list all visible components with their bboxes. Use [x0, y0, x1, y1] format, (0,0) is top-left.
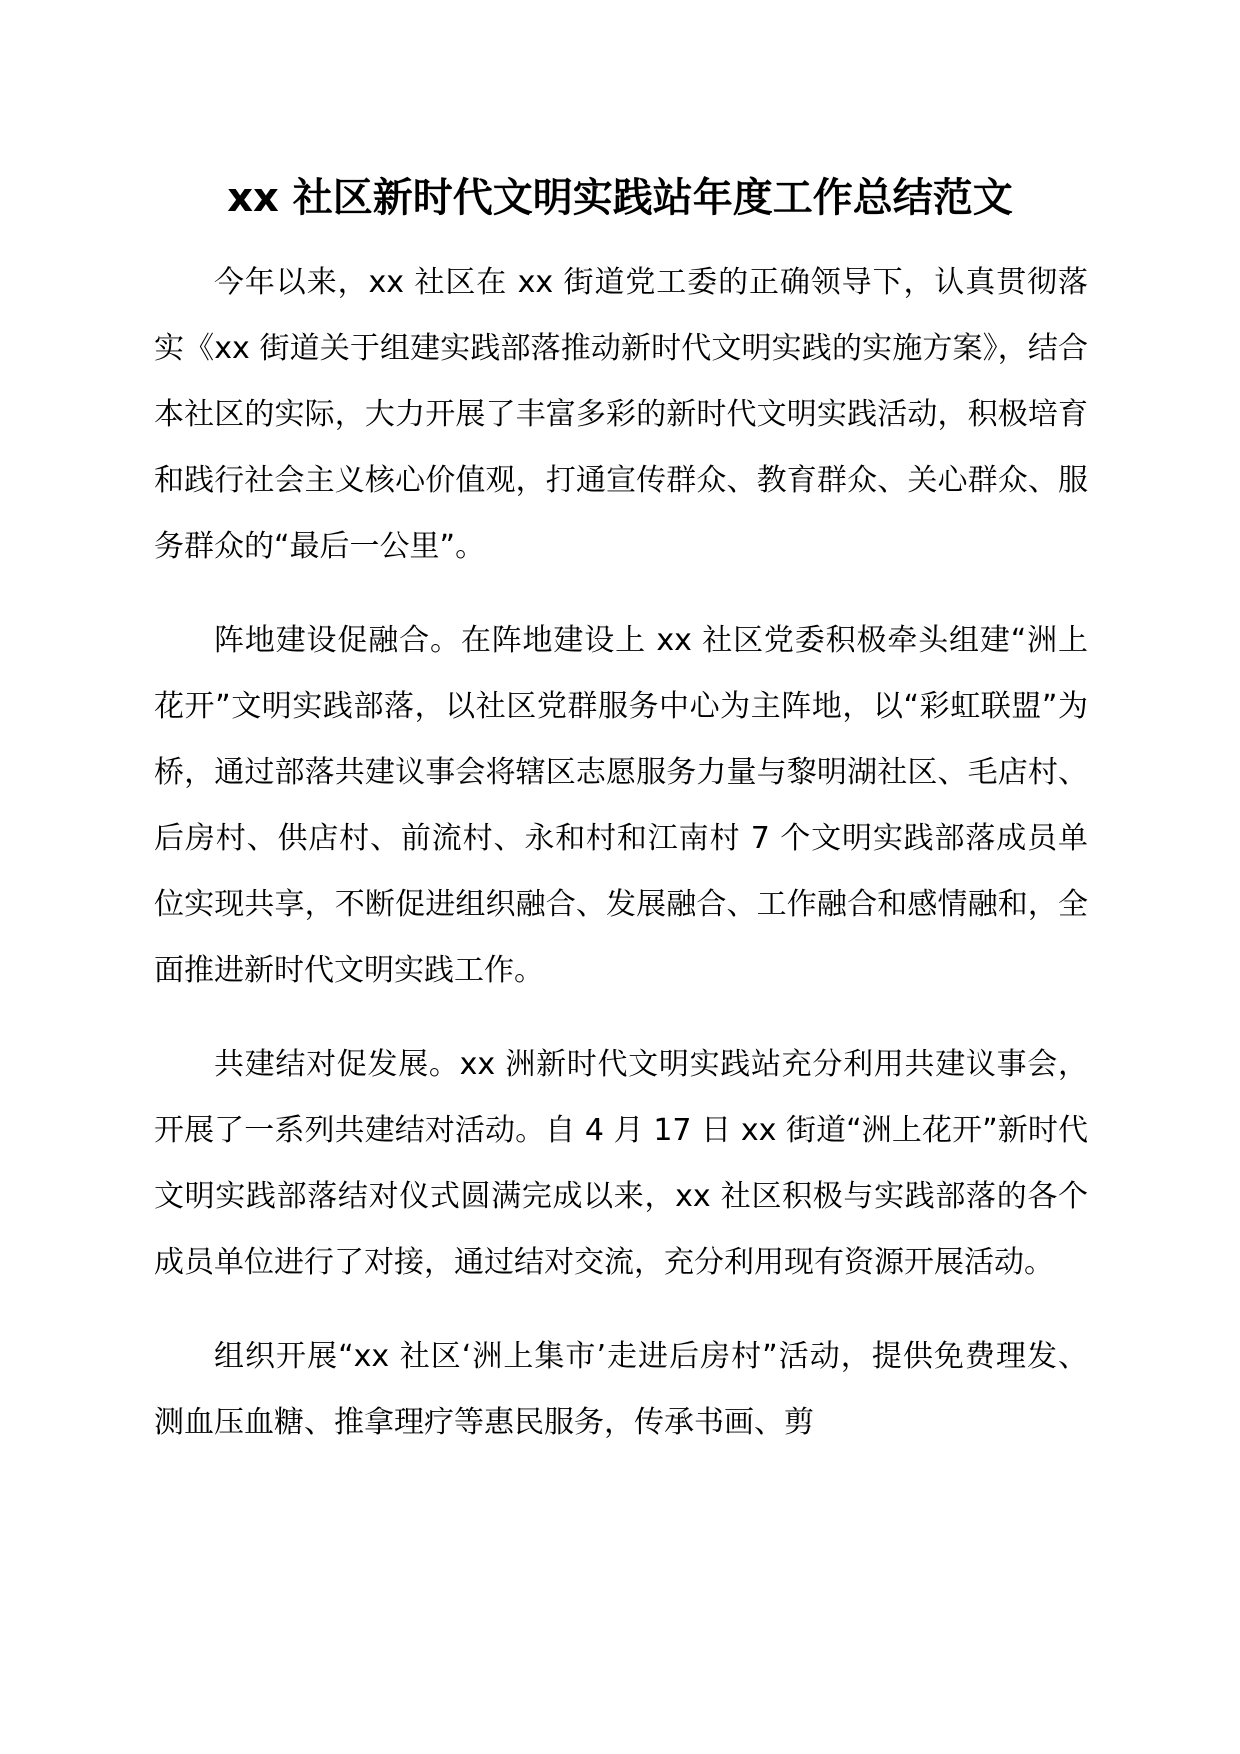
document-title: xx 社区新时代文明实践站年度工作总结范文	[227, 175, 1013, 221]
paragraph-co-building: 共建结对促发展。xx 洲新时代文明实践站充分利用共建议事会，开展了一系列共建结对活动。自 4 月 17 日 xx 街道“洲上花开”新时代文明实践部落结对仪式圆满完成以来，xx 社区积极与实践部落的各个成员单位进行了对接，通过结对交流，充分利用现有资源开展活动。	[154, 1047, 1088, 1280]
paragraph-activities: 组织开展“xx 社区‘洲上集市’走进后房村”活动，提供免费理发、测血压血糖、推拿理疗等惠民服务，传承书画、剪	[154, 1339, 1088, 1440]
paragraph-position-building: 阵地建设促融合。在阵地建设上 xx 社区党委积极牵头组建“洲上花开”文明实践部落，以社区党群服务中心为主阵地，以“彩虹联盟”为桥，通过部落共建议事会将辖区志愿服务力量与黎明湖社区、毛店村、后房村、供店村、前流村、永和村和江南村 7 个文明实践部落成员单位实现共享，不断促进组织融合、发展融合、工作融合和感情融和，全面推进新时代文明实践工作。	[154, 623, 1088, 988]
document-body	[154, 250, 1088, 1484]
paragraph-intro: 今年以来，xx 社区在 xx 街道党工委的正确领导下，认真贯彻落实《xx 街道关于组建实践部落推动新时代文明实践的实施方案》，结合本社区的实际，大力开展了丰富多彩的新时代文明实践活动，积极培育和践行社会主义核心价值观，打通宣传群众、教育群众、关心群众、服务群众的“最后一公里”。	[154, 265, 1088, 564]
